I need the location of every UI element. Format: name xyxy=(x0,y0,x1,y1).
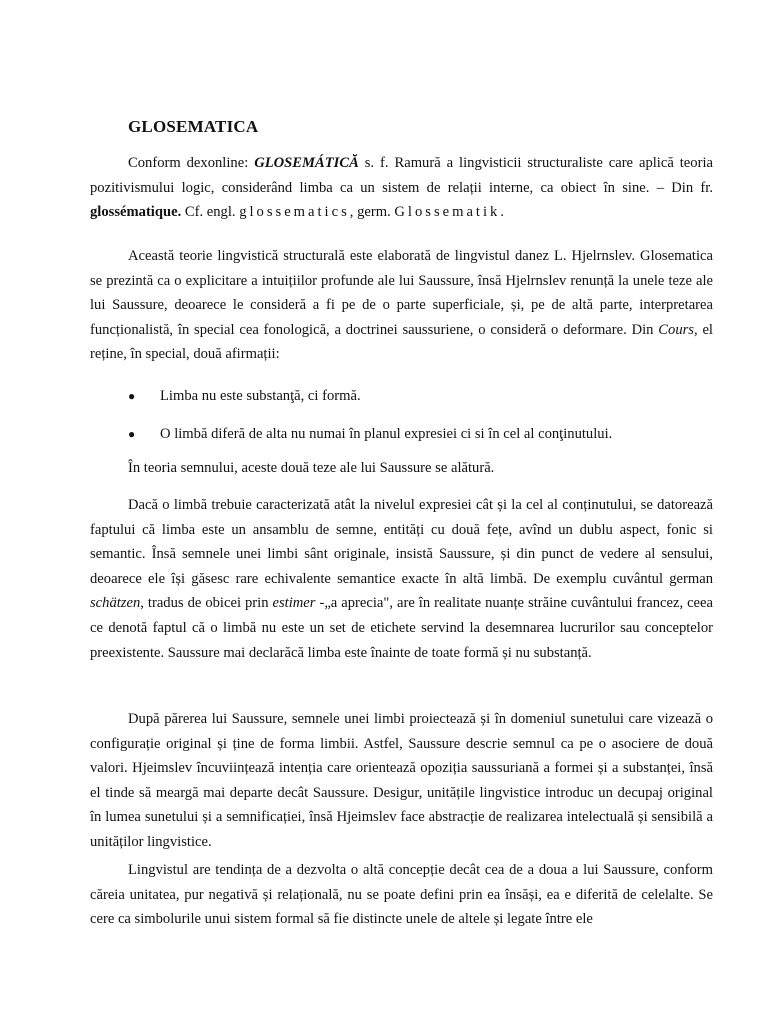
theory-text-after: , el reține, în special, două afirmații: xyxy=(90,321,713,363)
p5-text-c: -„a aprecia", are în realitate nuanțe străine cuvântului francez, ceea ce denotă faptul că o limbă nu este un set de etichete servind la desemnarea lucrurilor sau conceptelor preexistente. Saussure mai declarăcă limba este înainte de toate formă și nu substanță. xyxy=(90,595,713,661)
bullet-icon: ● xyxy=(128,427,136,441)
headword: GLOSEMÁTICĂ xyxy=(254,155,359,171)
german-example: schätzen xyxy=(90,595,141,612)
french-etymon: glossématique. xyxy=(90,204,182,221)
paragraph-definition xyxy=(90,151,713,225)
definition-lead: Conform dexonline: xyxy=(128,155,255,171)
paragraph-sign-theory: În teoria semnului, aceste două teze ale lui Saussure se alătură. xyxy=(128,460,495,476)
cf-label: Cf. engl. xyxy=(181,204,240,221)
bullet-icon: ● xyxy=(128,389,136,403)
page-title: GLOSEMATICA xyxy=(128,117,259,136)
paragraph-linguist-tendency: Lingvistul are tendința de a dezvolta o altă concepție decât cea de a doua a lui Saussure, conform căreia unitatea, pur negativă și relațională, nu se poate defini prin ea însăși, ea e diferită de celelalte. Se cere ca simbolurile unui sistem formal să fie distincte unele de altele și legate între ele xyxy=(90,862,713,928)
french-example: estimer xyxy=(272,595,316,612)
theory-text-before: Această teorie lingvistică structurală este elaborată de lingvistul danez L. Hjelrnslev. Glosematica se prezintă ca o explicitare a intuițiilor profunde ale lui Saussure, însă Hjelrnslev renunță la unele teze ale lui Saussure, deoarece le consideră a fi pe de o parte superficiale, și, pe de altă parte, interpretarea funcționalistă, în special cea fonologică, a doctrinei saussuriene, o consideră o deformare. Din xyxy=(90,248,713,338)
definition-text: s. f. Ramură a lingvisticii structuraliste care aplică teoria pozitivismului logic, considerând limba ca un sistem de relații interne, ca obiect în sine. – Din fr. xyxy=(90,155,713,196)
german-word: Glossematik xyxy=(394,204,501,221)
paragraph-saussure-signs: După părerea lui Saussure, semnele unei limbi proiectează și în domeniul sunetului care vizează o configurație original și ține de forma limbii. Astfel, Saussure descrie semnul ca pe o asociere de două valori. Hjeimslev încuviințează intenția care orientează opoziția saussuriană a formei și a substanței, însă el tinde să meargă mai departe decât Saussure. Desigur, unitățile lingvistice introduc un decupaj original în lumea sunetului și a semnificației, însă Hjeimslev face abstracție de realizarea intelectuală și sensibilă a unităților lingvistice. xyxy=(90,711,713,850)
cours-title: Cours xyxy=(658,321,694,338)
english-word: glossematics xyxy=(239,204,350,221)
paragraph-language-characterization xyxy=(90,493,713,665)
p5-text-a: Dacă o limbă trebuie caracterizată atât la nivelul expresiei cât și la cel al conținutului, se datorează faptului că limba este un ansamblu de semne, entități cu două fețe, avînd un dublu aspect, fonic si semantic. Însă semnele unei limbi sânt originale, insistă Saussure, și din punct de vedere al sensului, deoarece ele își găsesc rare echivalente semantice exacte în altă limbă. De exemplu cuvântul german xyxy=(90,497,713,587)
germ-label: , germ. xyxy=(349,204,395,221)
paragraph-theory xyxy=(90,244,713,367)
p5-text-b: , tradus de obicei prin xyxy=(140,595,273,612)
list-item-text: Limba nu este substanţă, ci formă. xyxy=(160,388,361,404)
definition-end: . xyxy=(500,204,504,221)
list-item-text: O limbă diferă de alta nu numai în planul expresiei ci si în cel al conţinutului. xyxy=(160,426,613,442)
